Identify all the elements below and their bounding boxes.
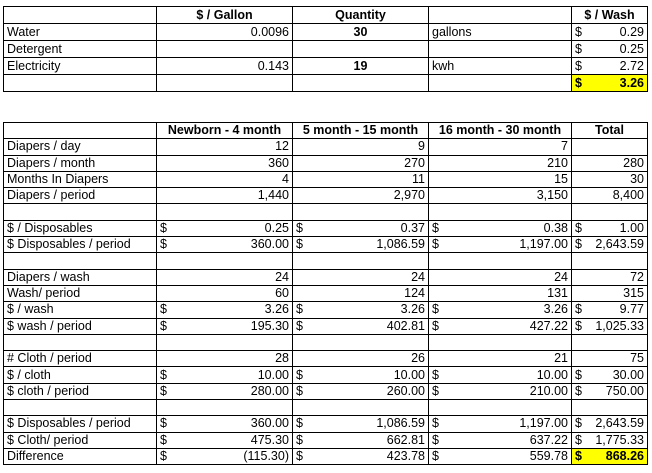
total-row [4, 75, 648, 92]
value-cell [293, 448, 429, 464]
value-cell: 3,150 [429, 188, 572, 204]
currency-symbol: $ [575, 24, 582, 39]
rate-cell [157, 41, 293, 58]
row-label: Diapers / month [4, 155, 157, 171]
currency-value [296, 319, 425, 334]
amount: 210.00 [529, 383, 568, 398]
amount: 3.26 [619, 75, 644, 90]
table-row [4, 155, 648, 171]
currency-symbol: $ [296, 318, 303, 333]
table-row [4, 367, 648, 383]
column-header: Total [572, 123, 648, 139]
amount: 3.26 [543, 302, 568, 317]
currency-symbol: $ [296, 383, 303, 398]
currency-symbol: $ [432, 449, 439, 464]
amount: (115.30) [243, 449, 289, 464]
table-row [4, 269, 648, 285]
amount: 750.00 [605, 383, 644, 398]
currency-value [575, 59, 644, 74]
spacer-row [4, 334, 648, 350]
amount: 1,086.59 [376, 416, 425, 431]
total-cell: 8,400 [572, 188, 648, 204]
blank-cell [4, 334, 157, 350]
blank-cell [157, 204, 293, 220]
blank-cell [572, 334, 648, 350]
value-cell [157, 383, 293, 399]
row-label: $ Disposables / period [4, 416, 157, 432]
spacer-row [4, 400, 648, 416]
value-cell [293, 416, 429, 432]
rate-cell: 0.143 [157, 58, 293, 75]
amount: 10.00 [536, 367, 568, 382]
value-cell [157, 448, 293, 464]
header-quantity: Quantity [293, 7, 429, 24]
value-cell [293, 383, 429, 399]
value-cell [429, 237, 572, 253]
amount: 0.25 [619, 41, 644, 56]
total-cell [572, 416, 648, 432]
amount: 360.00 [250, 237, 289, 252]
value-cell [293, 302, 429, 318]
currency-value [160, 221, 289, 236]
value-cell: 2,970 [293, 188, 429, 204]
currency-value [432, 384, 568, 399]
currency-symbol: $ [160, 302, 167, 317]
amount: 0.29 [619, 24, 644, 39]
value-cell: 1,440 [157, 188, 293, 204]
currency-value [575, 319, 644, 334]
total-cell [572, 237, 648, 253]
currency-symbol: $ [432, 432, 439, 447]
total-cell: 315 [572, 285, 648, 301]
currency-symbol: $ [296, 367, 303, 382]
amount: 10.00 [393, 367, 425, 382]
spacer-row [4, 253, 648, 269]
total-cell: 30 [572, 171, 648, 187]
value-cell [293, 220, 429, 236]
value-cell [293, 318, 429, 334]
value-cell: 24 [293, 269, 429, 285]
blank-cell [4, 400, 157, 416]
cost-per-wash-cell [572, 41, 648, 58]
amount: 2.72 [619, 58, 644, 73]
blank-cell [4, 75, 157, 92]
header-blank [4, 7, 157, 24]
currency-value [160, 237, 289, 252]
table-row [4, 237, 648, 253]
currency-symbol: $ [160, 220, 167, 235]
amount: 1,197.00 [519, 416, 568, 431]
value-cell: 28 [157, 351, 293, 367]
value-cell: 7 [429, 139, 572, 155]
amount: 1,197.00 [519, 237, 568, 252]
amount: 662.81 [386, 432, 425, 447]
table-row [4, 383, 648, 399]
value-cell: 124 [293, 285, 429, 301]
header-row [4, 7, 648, 24]
currency-value [432, 433, 568, 448]
amount: 1,775.33 [595, 432, 644, 447]
amount: 2,643.59 [595, 416, 644, 431]
currency-symbol: $ [160, 449, 167, 464]
currency-value [296, 433, 425, 448]
total-cell: 72 [572, 269, 648, 285]
value-cell [293, 367, 429, 383]
amount: 868.26 [605, 449, 644, 464]
row-label: Diapers / period [4, 188, 157, 204]
blank-cell [293, 253, 429, 269]
table-row [4, 432, 648, 448]
row-label: Electricity [4, 58, 157, 75]
blank-cell [429, 253, 572, 269]
rate-cell: 0.0096 [157, 24, 293, 41]
currency-value [432, 416, 568, 431]
value-cell [429, 383, 572, 399]
total-cell [572, 448, 648, 464]
total-per-wash-cell [572, 75, 648, 92]
amount: 427.22 [529, 318, 568, 333]
column-header: 16 month - 30 month [429, 123, 572, 139]
currency-symbol: $ [160, 318, 167, 333]
value-cell: 12 [157, 139, 293, 155]
currency-symbol: $ [160, 416, 167, 431]
total-cell [572, 383, 648, 399]
currency-symbol: $ [160, 432, 167, 447]
currency-symbol: $ [575, 237, 582, 252]
value-cell: 360 [157, 155, 293, 171]
currency-symbol: $ [296, 416, 303, 431]
quantity-cell: 30 [293, 24, 429, 41]
amount: 280.00 [250, 383, 289, 398]
currency-value [296, 384, 425, 399]
value-cell [157, 318, 293, 334]
blank-cell [4, 204, 157, 220]
currency-symbol: $ [575, 432, 582, 447]
value-cell [157, 416, 293, 432]
amount: 360.00 [250, 416, 289, 431]
currency-value [160, 368, 289, 383]
currency-value [160, 384, 289, 399]
value-cell: 210 [429, 155, 572, 171]
amount: 0.38 [543, 220, 568, 235]
total-cell [572, 220, 648, 236]
value-cell [429, 432, 572, 448]
header-row [4, 123, 648, 139]
currency-symbol: $ [296, 432, 303, 447]
currency-symbol: $ [432, 237, 439, 252]
row-label: Water [4, 24, 157, 41]
row-label: $ Cloth/ period [4, 432, 157, 448]
total-cell: 75 [572, 351, 648, 367]
total-cell [572, 318, 648, 334]
table-row [4, 58, 648, 75]
currency-value [575, 433, 644, 448]
value-cell [157, 432, 293, 448]
currency-value [296, 416, 425, 431]
currency-value [575, 449, 644, 464]
blank-cell [572, 253, 648, 269]
amount: 0.37 [400, 220, 425, 235]
currency-symbol: $ [432, 416, 439, 431]
total-cell: 280 [572, 155, 648, 171]
row-label: Wash/ period [4, 285, 157, 301]
currency-symbol: $ [432, 383, 439, 398]
currency-value [575, 237, 644, 252]
currency-value [575, 76, 644, 91]
currency-value [160, 449, 289, 464]
currency-value [432, 449, 568, 464]
blank-cell [293, 334, 429, 350]
blank-cell [429, 75, 572, 92]
amount: 402.81 [386, 318, 425, 333]
currency-value [296, 449, 425, 464]
currency-value [296, 221, 425, 236]
blank-cell [429, 204, 572, 220]
currency-value [575, 221, 644, 236]
blank-cell [429, 334, 572, 350]
value-cell [429, 318, 572, 334]
column-header: 5 month - 15 month [293, 123, 429, 139]
currency-symbol: $ [296, 237, 303, 252]
blank-cell [157, 253, 293, 269]
header-per-gallon: $ / Gallon [157, 7, 293, 24]
cost-per-wash-cell [572, 58, 648, 75]
value-cell: 21 [429, 351, 572, 367]
currency-symbol: $ [575, 367, 582, 382]
currency-value [296, 368, 425, 383]
table-row [4, 171, 648, 187]
currency-value [575, 384, 644, 399]
total-cell [572, 367, 648, 383]
currency-symbol: $ [432, 302, 439, 317]
value-cell [429, 416, 572, 432]
value-cell: 15 [429, 171, 572, 187]
header-per-wash: $ / Wash [572, 7, 648, 24]
diaper-cost-comparison-table [3, 122, 648, 465]
currency-symbol: $ [160, 383, 167, 398]
currency-symbol: $ [575, 58, 582, 73]
row-label: # Cloth / period [4, 351, 157, 367]
quantity-cell: 19 [293, 58, 429, 75]
unit-cell [429, 41, 572, 58]
quantity-cell [293, 41, 429, 58]
amount: 9.77 [619, 302, 644, 317]
value-cell [429, 220, 572, 236]
amount: 637.22 [529, 432, 568, 447]
currency-symbol: $ [575, 449, 582, 464]
row-label: Diapers / wash [4, 269, 157, 285]
row-label: $ wash / period [4, 318, 157, 334]
table-row [4, 318, 648, 334]
value-cell: 24 [429, 269, 572, 285]
currency-value [575, 368, 644, 383]
currency-value [160, 433, 289, 448]
currency-symbol: $ [296, 449, 303, 464]
table-row [4, 41, 648, 58]
amount: 260.00 [386, 383, 425, 398]
table-row [4, 351, 648, 367]
currency-symbol: $ [575, 416, 582, 431]
table-row [4, 220, 648, 236]
amount: 3.26 [400, 302, 425, 317]
currency-value [575, 42, 644, 57]
row-label: Months In Diapers [4, 171, 157, 187]
header-unit [429, 7, 572, 24]
amount: 30.00 [612, 367, 644, 382]
row-label: Detergent [4, 41, 157, 58]
currency-value [432, 302, 568, 317]
table-row [4, 416, 648, 432]
currency-value [296, 302, 425, 317]
amount: 10.00 [257, 367, 289, 382]
currency-value [296, 237, 425, 252]
value-cell: 26 [293, 351, 429, 367]
currency-symbol: $ [575, 220, 582, 235]
currency-symbol: $ [575, 75, 582, 90]
currency-symbol: $ [575, 302, 582, 317]
value-cell [293, 432, 429, 448]
currency-value [432, 319, 568, 334]
currency-value [160, 319, 289, 334]
row-label: Difference [4, 448, 157, 464]
cost-per-wash-cell [572, 24, 648, 41]
value-cell [429, 367, 572, 383]
currency-symbol: $ [296, 302, 303, 317]
wash-cost-table [3, 6, 648, 92]
blank-cell [572, 400, 648, 416]
currency-symbol: $ [296, 220, 303, 235]
amount: 3.26 [264, 302, 289, 317]
value-cell: 11 [293, 171, 429, 187]
value-cell: 4 [157, 171, 293, 187]
amount: 475.30 [250, 432, 289, 447]
blank-cell [293, 400, 429, 416]
amount: 195.30 [250, 318, 289, 333]
currency-value [575, 416, 644, 431]
blank-cell [157, 75, 293, 92]
amount: 1.00 [619, 220, 644, 235]
column-header: Newborn - 4 month [157, 123, 293, 139]
row-label: $ cloth / period [4, 383, 157, 399]
row-label: $ Disposables / period [4, 237, 157, 253]
row-label: $ / wash [4, 302, 157, 318]
table-row [4, 302, 648, 318]
value-cell: 9 [293, 139, 429, 155]
table-row [4, 285, 648, 301]
currency-value [575, 25, 644, 40]
table-row [4, 139, 648, 155]
currency-symbol: $ [160, 367, 167, 382]
value-cell: 60 [157, 285, 293, 301]
blank-cell [429, 400, 572, 416]
header-blank [4, 123, 157, 139]
row-label: Diapers / day [4, 139, 157, 155]
value-cell [429, 302, 572, 318]
blank-cell [572, 204, 648, 220]
currency-value [432, 368, 568, 383]
blank-cell [157, 334, 293, 350]
unit-cell: gallons [429, 24, 572, 41]
currency-symbol: $ [575, 41, 582, 56]
value-cell: 270 [293, 155, 429, 171]
amount: 2,643.59 [595, 237, 644, 252]
blank-cell [293, 75, 429, 92]
amount: 423.78 [386, 449, 425, 464]
currency-value [432, 237, 568, 252]
amount: 1,086.59 [376, 237, 425, 252]
value-cell [429, 448, 572, 464]
currency-symbol: $ [575, 318, 582, 333]
currency-symbol: $ [432, 220, 439, 235]
amount: 0.25 [264, 220, 289, 235]
currency-value [160, 302, 289, 317]
currency-value [432, 221, 568, 236]
spacer-row [4, 204, 648, 220]
value-cell [157, 220, 293, 236]
value-cell [157, 302, 293, 318]
value-cell [157, 367, 293, 383]
value-cell [293, 237, 429, 253]
value-cell: 24 [157, 269, 293, 285]
table-row [4, 24, 648, 41]
currency-value [575, 302, 644, 317]
currency-symbol: $ [432, 367, 439, 382]
total-cell [572, 139, 648, 155]
blank-cell [157, 400, 293, 416]
blank-cell [4, 253, 157, 269]
currency-symbol: $ [575, 383, 582, 398]
currency-value [160, 416, 289, 431]
row-label: $ / cloth [4, 367, 157, 383]
total-cell [572, 302, 648, 318]
amount: 1,025.33 [595, 318, 644, 333]
currency-symbol: $ [432, 318, 439, 333]
row-label: $ / Disposables [4, 220, 157, 236]
currency-symbol: $ [160, 237, 167, 252]
table-row [4, 188, 648, 204]
total-cell [572, 432, 648, 448]
value-cell [157, 237, 293, 253]
table-row [4, 448, 648, 464]
amount: 559.78 [529, 449, 568, 464]
unit-cell: kwh [429, 58, 572, 75]
value-cell: 131 [429, 285, 572, 301]
blank-cell [293, 204, 429, 220]
